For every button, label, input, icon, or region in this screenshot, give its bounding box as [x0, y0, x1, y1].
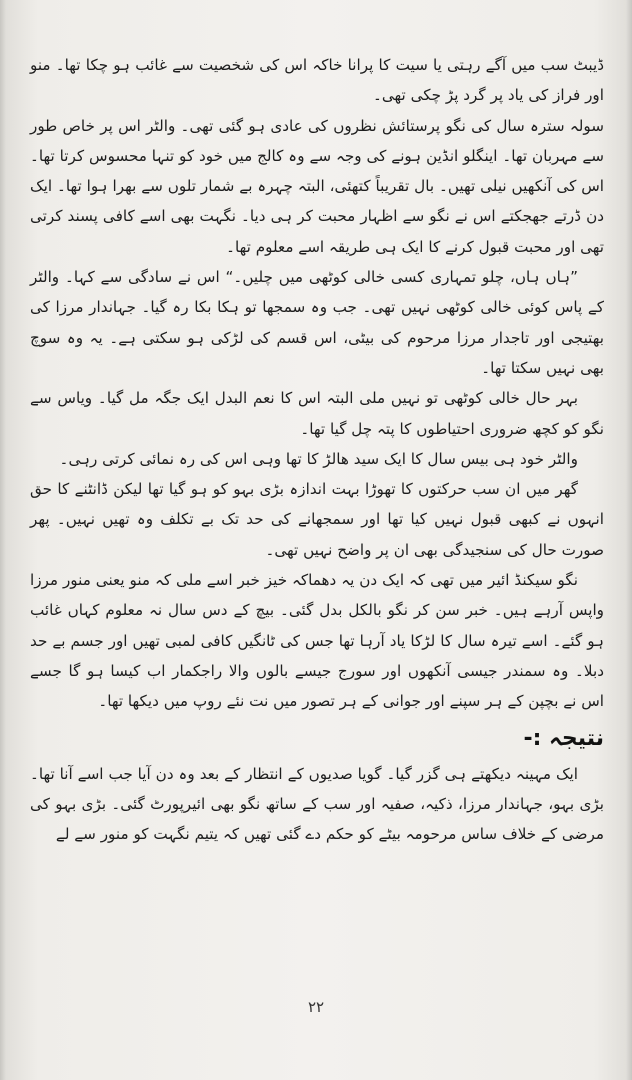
page-edge-right: [626, 0, 632, 1080]
page-edge-left: [0, 0, 6, 1080]
paragraph-8: ایک مہینہ دیکھتے ہی گزر گیا۔ گویا صدیوں کے انتظار کے بعد وہ دن آیا جب اسے آنا تھا۔ بڑی بہو، جہاندار مرزا، ذکیہ، صفیہ اور سب کے ساتھ نگو بھی ائیرپورٹ گئی۔ بڑی بہو کی مرضی کے خلاف ساس مرحومہ بیٹے کو حکم دے گئی تھیں کہ یتیم نگہت کو منور سے لے: [30, 764, 604, 844]
paragraph-3: ”ہاں ہاں، چلو تمہاری کسی خالی کوٹھی میں چلیں۔“ اس نے سادگی سے کہا۔ والٹر کے پاس کوئی خالی کوٹھی نہیں تھی۔ جب وہ سمجھا تو ہکا بکا رہ گیا۔ جہاندار مرزا کی بھتیجی اور تاجدار مرزا مرحوم کی بیٹی، اس قسم کی لڑکی ہو سکتی ہے۔ یہ وہ سوچ بھی نہیں سکتا تھا۔: [30, 268, 604, 377]
page-number: ۲۲: [307, 998, 325, 1016]
paragraph-6: گھر میں ان سب حرکتوں کا تھوڑا بہت اندازہ بڑی بہو کو ہو گیا تھا لیکن ڈانٹنے کا حق انہوں نے کبھی قبول نہیں کیا تھا اور سمجھانے کی حد تک بے تکلف وہ تھیں نہیں۔ پھر صورت حال کی سنجیدگی بھی ان پر واضح نہیں تھی۔: [30, 480, 604, 559]
body-text: [30, 50, 604, 849]
paragraph-7: نگو سیکنڈ ائیر میں تھی کہ ایک دن یہ دھماکہ خیز خبر اسے ملی کہ منو یعنی منور مرزا واپس آرہے ہیں۔ خبر سن کر نگو بالکل بدل گئی۔ بیچ کے دس سال نہ معلوم کہاں غائب ہو گئے۔ اسے تیرہ سال کا لڑکا یاد آرہا تھا جس کی ٹانگیں کافی لمبی تھیں اور جسم بے حد دبلا۔ وہ سمندر جیسی آنکھوں اور سورج جیسے بالوں والا راجکمار اب کیسا ہو گا جسے اس نے بچپن کے ہر سپنے اور جوانی کے ہر تصور میں نت نئے روپ میں دیکھا تھا۔: [30, 571, 604, 711]
paragraph-1: ڈیبٹ سب میں آگے رہتی یا سیت کا پرانا خاکہ اس کی شخصیت سے غائب ہو چکا تھا۔ منو اور فراز کی یاد پر گرد پڑ چکی تھی۔: [30, 56, 604, 105]
paragraph-4: بہر حال خالی کوٹھی تو نہیں ملی البتہ اس کا نعم البدل ایک جگہ مل گیا۔ ویاس سے نگو کو کچھ ضروری احتیاطوں کا پتہ چل گیا تھا۔: [30, 389, 604, 438]
section-heading: نتیجہ :-: [523, 725, 604, 751]
paragraph-5: والٹر خود ہی بیس سال کا ایک سید ھالڑ کا تھا وہی اس کی رہ نمائی کرتی رہی۔: [59, 449, 578, 468]
paragraph-2: سولہ سترہ سال کی نگو پرستائش نظروں کی عادی ہو گئی تھی۔ والٹر اس پر خاص طور سے مہربان تھا۔ اینگلو انڈین ہونے کی وجہ سے وہ کالج میں خود کو تنہا محسوس کرتا تھا۔ اس کی آنکھیں نیلی تھیں۔ بال تقریباً کتھئی، البتہ چہرہ بے شمار تلوں سے بھرا ہوا تھا۔ ایک دن ڈرتے جھجکتے اس نے نگو سے اظہار محبت کر ہی دیا۔ نگہت بھی اسے کافی پسند کرتی تھی اور محبت قبول کرنے کا ایک ہی طریقہ اسے معلوم تھا۔: [30, 116, 604, 256]
